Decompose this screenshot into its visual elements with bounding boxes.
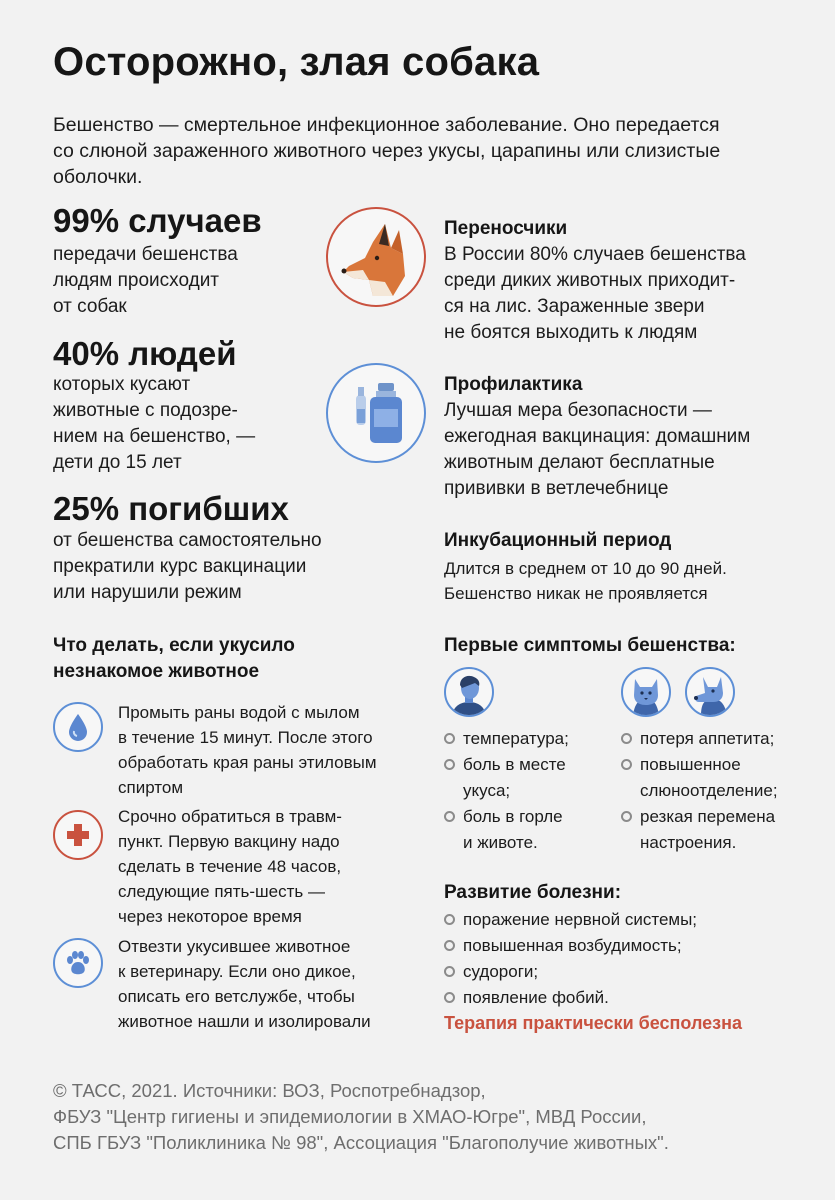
bullet-dot (444, 914, 455, 925)
list-item: боль в горле и животе. (444, 804, 569, 856)
incubation-heading: Инкубационный период (444, 530, 672, 551)
cat-icon (621, 667, 671, 717)
intro-line: Бешенство — смертельное инфекционное заболевание. Оно передается (53, 114, 720, 136)
bullet-dot (621, 733, 632, 744)
vaccine-icon (326, 363, 426, 463)
water-drop-icon (53, 702, 103, 752)
stat-99-heading: 99% случаев (53, 202, 262, 239)
list-item: резкая перемена настроения. (621, 804, 778, 856)
what-to-do-heading: Что делать, если укусило незнакомое животное (53, 635, 295, 682)
human-icon (444, 667, 494, 717)
list-item: температура; (444, 726, 569, 752)
bullet-dot (444, 733, 455, 744)
bullet-dot (621, 759, 632, 770)
stat-40-text: которых кусают животные с подозре- нием на бешенство, — дети до 15 лет (53, 374, 256, 473)
carriers-text: В России 80% случаев бешенства среди диких животных приходит- ся на лис. Зараженные звери не боятся выходить к людям (444, 244, 746, 343)
bullet-dot (444, 966, 455, 977)
list-item: боль в месте укуса; (444, 752, 569, 804)
list-item: поражение нервной системы; (444, 907, 697, 933)
stat-25-heading: 25% погибших (53, 490, 289, 527)
list-item: повышенное слюноотделение; (621, 752, 778, 804)
intro-paragraph (53, 112, 793, 190)
step-wash-text: Промыть раны водой с мылом в течение 15 минут. После этого обработать края раны этиловым спиртом (118, 703, 377, 797)
stat-40-heading: 40% людей (53, 335, 237, 372)
development-list (444, 907, 697, 1011)
development-heading: Развитие болезни: (444, 882, 622, 903)
prevention-heading: Профилактика (444, 374, 583, 395)
dog-icon (685, 667, 735, 717)
intro-line: оболочки. (53, 166, 143, 188)
page-title: Осторожно, злая собака (53, 40, 540, 84)
carriers-heading: Переносчики (444, 218, 568, 239)
list-item: потеря аппетита; (621, 726, 778, 752)
prevention-text: Лучшая мера безопасности — ежегодная вакцинация: домашним животным делают бесплатные прививки в ветлечебнице (444, 400, 751, 499)
intro-line: со слюной зараженного животного через укусы, царапины или слизистые (53, 140, 721, 162)
stat-99-text: передачи бешенства людям происходит от собак (53, 244, 238, 317)
paw-icon (53, 938, 103, 988)
therapy-warning: Терапия практически бесполезна (444, 1013, 742, 1033)
stat-25-text: от бешенства самостоятельно прекратили курс вакцинации или нарушили режим (53, 530, 322, 603)
medical-cross-icon (53, 810, 103, 860)
animal-symptoms-list (621, 726, 778, 856)
bullet-dot (444, 940, 455, 951)
step-clinic-text: Срочно обратиться в травм- пункт. Первую вакцину надо сделать в течение 48 часов, следующие пять-шесть — через некоторое время (118, 807, 342, 926)
list-item: появление фобий. (444, 985, 697, 1011)
step-vet-text: Отвезти укусившее животное к ветеринару. Если оно дикое, описать его ветслужбе, чтобы животное нашли и изолировали (118, 937, 371, 1031)
human-symptoms-list (444, 726, 569, 856)
bullet-dot (621, 811, 632, 822)
bullet-dot (444, 759, 455, 770)
fox-icon (326, 207, 426, 307)
sources-footer: © ТАСС, 2021. Источники: ВОЗ, Роспотребнадзор, ФБУЗ "Центр гигиены и эпидемиологии в ХМАО-Югре", МВД России, СПБ ГБУЗ "Поликлиника № 98", Ассоциация "Благополучие животных". (53, 1080, 669, 1153)
bullet-dot (444, 992, 455, 1003)
list-item: повышенная возбудимость; (444, 933, 697, 959)
bullet-dot (444, 811, 455, 822)
symptoms-heading: Первые симптомы бешенства: (444, 635, 736, 656)
incubation-text: Длится в среднем от 10 до 90 дней. Бешенство никак не проявляется (444, 559, 727, 603)
list-item: судороги; (444, 959, 697, 985)
